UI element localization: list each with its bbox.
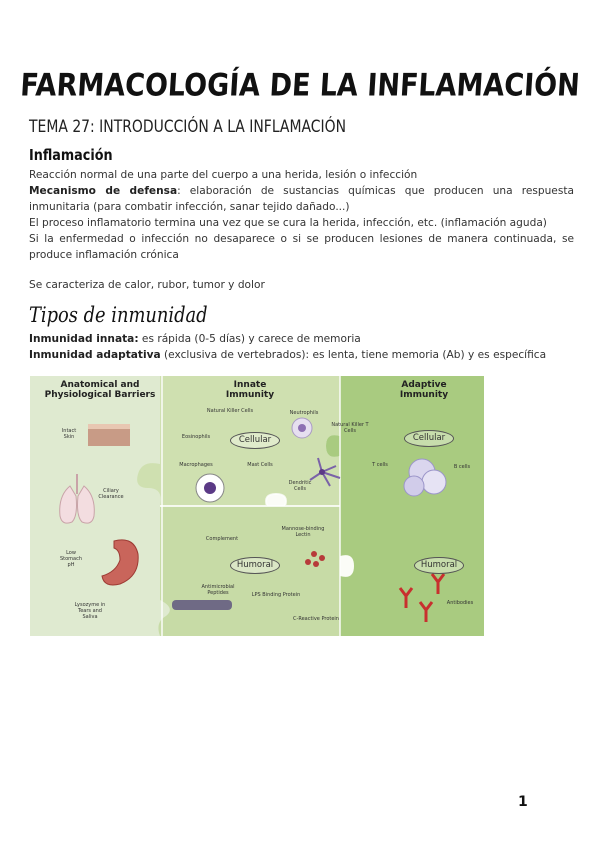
mechanism-label: Mecanismo de defensa <box>29 185 178 197</box>
paragraph-chronic: Si la enfermedad o infección no desaparece o si se producen lesiones de manera continuada, se produce inflamación crónica <box>29 233 574 261</box>
label-macrophages: Macrophages <box>179 462 213 468</box>
innate-text: es rápida (0-5 días) y carece de memoria <box>138 333 361 345</box>
paragraph-signs: Se caracteriza de calor, rubor, tumor y dolor <box>29 279 265 291</box>
figure-title-barriers: Anatomical and Physiological Barriers <box>44 380 156 400</box>
oval-innate-cellular: Cellular <box>230 432 280 449</box>
label-lysozyme: Lysozyme in Tears and Saliva <box>74 602 106 620</box>
label-mast-cells: Mast Cells <box>247 462 273 468</box>
oval-adaptive-cellular: Cellular <box>404 430 454 447</box>
oval-innate-humoral: Humoral <box>230 557 280 574</box>
mechanism-text: : elaboración de sustancias químicas que producen una respuesta inmunitaria (para combatir infección, sanar tejido dañado...) <box>29 185 574 213</box>
page-number: 1 <box>518 794 528 810</box>
label-neutrophils: Neutrophils <box>289 410 319 416</box>
adaptive-text: (exclusiva de vertebrados): es lenta, tiene memoria (Ab) y es específica <box>160 349 547 361</box>
figure-title-innate: Innate Immunity <box>225 380 275 400</box>
label-antibodies: Antibodies <box>446 600 474 606</box>
section-heading-inflamacion: Inflamación <box>29 146 113 164</box>
label-complement: Complement <box>205 536 239 542</box>
page-title: FARMACOLOGÍA DE LA INFLAMACIÓN <box>19 67 581 104</box>
label-antimicrobial-peptides: Antimicrobial Peptides <box>201 584 235 596</box>
adaptive-label: Inmunidad adaptativa <box>29 349 161 361</box>
label-ciliary-clearance: Ciliary Clearance <box>98 488 124 500</box>
paragraph-innate <box>29 331 574 347</box>
innate-label: Inmunidad innata: <box>29 333 139 345</box>
label-lps-binding-protein: LPS Binding Protein <box>251 592 301 598</box>
paragraph-adaptive <box>29 347 574 363</box>
label-c-reactive-protein: C-Reactive Protein <box>293 616 339 622</box>
topic-title: TEMA 27: INTRODUCCIÓN A LA INFLAMACIÓN <box>29 117 347 137</box>
label-nk-cells: Natural Killer Cells <box>206 408 254 414</box>
oval-adaptive-humoral: Humoral <box>414 557 464 574</box>
paragraph-mechanism <box>29 183 574 215</box>
label-nkt-cells: Natural Killer T Cells <box>331 422 369 434</box>
paragraph-definition: Reacción normal de una parte del cuerpo a una herida, lesión o infección <box>29 169 418 181</box>
label-dendritic-cells: Dendritic Cells <box>288 480 312 492</box>
immunity-figure <box>30 376 484 636</box>
label-b-cells: B cells <box>453 464 471 470</box>
label-mbl: Mannose-binding Lectin <box>281 526 325 538</box>
label-low-stomach-ph: Low Stomach pH <box>59 550 83 568</box>
label-t-cells: T cells <box>372 462 388 468</box>
label-eosinophils: Eosinophils <box>181 434 211 440</box>
paragraph-acute: El proceso inflamatorio termina una vez que se cura la herida, infección, etc. (inflamación aguda) <box>29 217 547 229</box>
section-heading-tipos: Tipos de inmunidad <box>29 303 208 327</box>
label-intact-skin: Intact Skin <box>61 428 77 440</box>
figure-title-adaptive: Adaptive Immunity <box>399 380 449 400</box>
